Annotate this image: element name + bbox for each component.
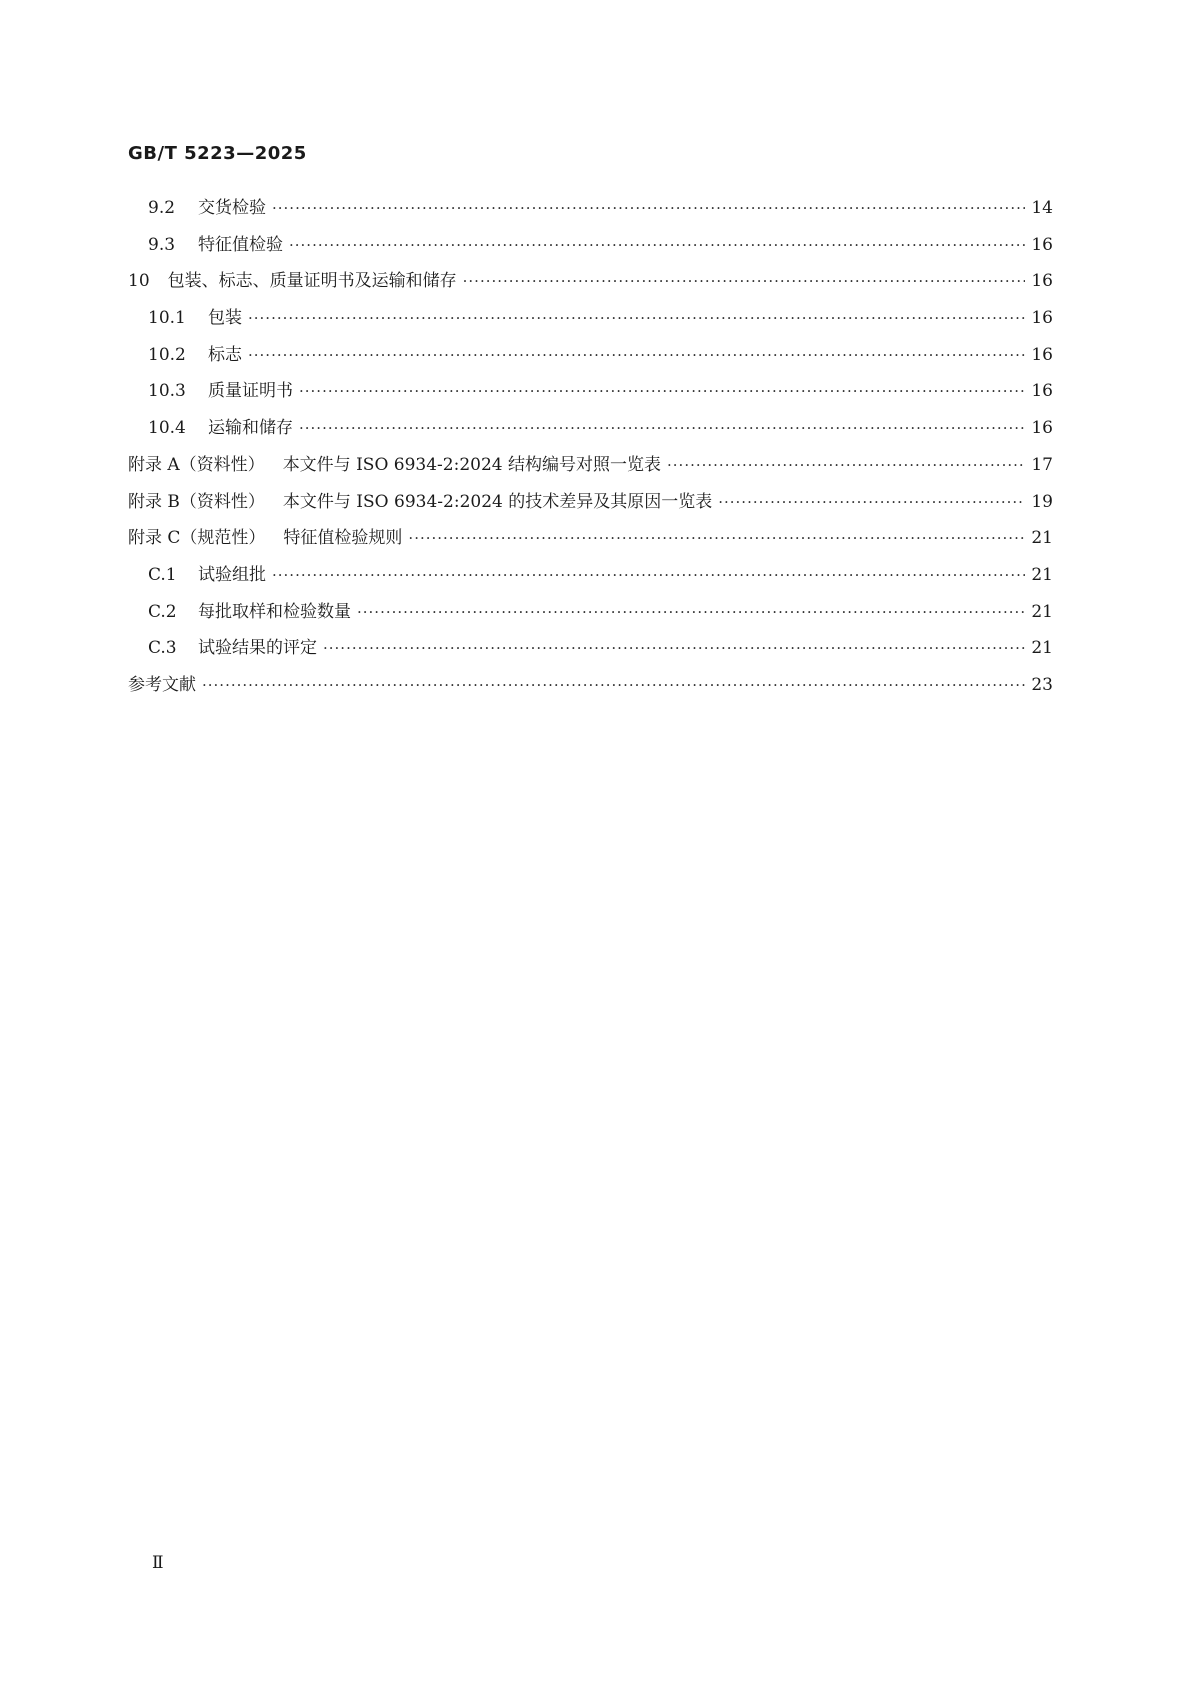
toc-entry-references[interactable]	[128, 670, 1053, 707]
toc-entry-number: 10	[128, 271, 150, 292]
toc-entry-number: 10.2	[148, 344, 186, 365]
toc-entry-page: 16	[1031, 381, 1053, 402]
toc-leader-dots	[667, 456, 1025, 474]
page-number: Ⅱ	[152, 1553, 164, 1573]
toc-entry-page: 21	[1031, 601, 1053, 622]
toc-entry-title: 交货检验	[198, 198, 266, 218]
toc-entry-number: 10.4	[148, 418, 186, 439]
toc-entry-page: 16	[1031, 418, 1053, 439]
toc-leader-dots	[272, 566, 1025, 584]
toc-entry-title: 参考文献	[128, 674, 196, 695]
toc-entry-9-3[interactable]	[128, 230, 1053, 267]
toc-entry-number: 10.1	[148, 308, 186, 329]
toc-entry-title: 每批取样和检验数量	[198, 601, 351, 622]
toc-entry-page: 21	[1031, 638, 1053, 659]
toc-entry-c-3[interactable]	[128, 633, 1053, 670]
toc-entry-page: 17	[1031, 454, 1053, 475]
toc-entry-page: 21	[1031, 528, 1053, 549]
toc-leader-dots	[248, 309, 1025, 327]
toc-entry-title: 特征值检验	[198, 234, 283, 255]
toc-entry-9-2[interactable]	[128, 193, 1053, 230]
toc-entry-page: 16	[1031, 308, 1053, 329]
standard-code: GB/T 5223—2025	[128, 143, 307, 164]
toc-entry-title: 包装、标志、质量证明书及运输和储存	[167, 271, 457, 292]
toc-entry-title: 包装	[208, 308, 242, 329]
toc-entry-number: 9.3	[148, 234, 176, 255]
toc-entry-c-1[interactable]	[128, 560, 1053, 597]
toc-leader-dots	[202, 676, 1025, 694]
toc-entry-10-1[interactable]	[128, 303, 1053, 340]
toc-entry-number: 附录 C（规范性）	[128, 528, 266, 549]
toc-entry-page: 16	[1031, 344, 1053, 365]
toc-entry-page: 14	[1031, 198, 1053, 218]
toc-entry-title: 质量证明书	[208, 381, 293, 402]
toc-entry-appendix-a[interactable]	[128, 450, 1053, 487]
toc-entry-number: C.3	[148, 638, 177, 659]
toc-leader-dots	[357, 603, 1025, 621]
toc-entry-10[interactable]	[128, 266, 1053, 303]
toc-leader-dots	[718, 493, 1025, 511]
toc-leader-dots	[248, 346, 1025, 364]
toc-entry-page: 21	[1031, 564, 1053, 585]
toc-entry-title: 试验结果的评定	[198, 638, 317, 659]
toc-entry-appendix-c[interactable]	[128, 523, 1053, 560]
toc-leader-dots	[408, 529, 1025, 547]
toc-entry-title: 试验组批	[198, 564, 266, 585]
toc-entry-page: 16	[1031, 234, 1053, 255]
toc-entry-number: 10.3	[148, 381, 186, 402]
toc-entry-10-3[interactable]	[128, 376, 1053, 413]
toc-entry-10-2[interactable]	[128, 340, 1053, 377]
toc-entry-page: 16	[1031, 271, 1053, 292]
toc-leader-dots	[272, 199, 1025, 217]
toc-entry-title: 本文件与 ISO 6934-2:2024 结构编号对照一览表	[282, 454, 662, 475]
toc-entry-10-4[interactable]	[128, 413, 1053, 450]
toc-entry-number: 附录 B（资料性）	[128, 491, 265, 512]
toc-leader-dots	[323, 639, 1025, 657]
toc-entry-number: 附录 A（资料性）	[128, 454, 265, 475]
toc-entry-page: 23	[1031, 674, 1053, 695]
toc-entry-title: 运输和储存	[208, 418, 293, 439]
toc-entry-page: 19	[1031, 491, 1053, 512]
toc-entry-title: 本文件与 ISO 6934-2:2024 的技术差异及其原因一览表	[282, 491, 713, 512]
toc-leader-dots	[299, 382, 1025, 400]
toc-leader-dots	[463, 272, 1025, 290]
table-of-contents	[128, 193, 1053, 707]
toc-entry-number: 9.2	[148, 198, 176, 218]
toc-entry-appendix-b[interactable]	[128, 487, 1053, 524]
toc-entry-number: C.1	[148, 564, 177, 585]
toc-entry-title: 特征值检验规则	[283, 528, 403, 549]
toc-entry-number: C.2	[148, 601, 177, 622]
toc-leader-dots	[299, 419, 1025, 437]
toc-entry-c-2[interactable]	[128, 597, 1053, 634]
toc-entry-title: 标志	[208, 344, 242, 365]
toc-leader-dots	[289, 236, 1025, 254]
